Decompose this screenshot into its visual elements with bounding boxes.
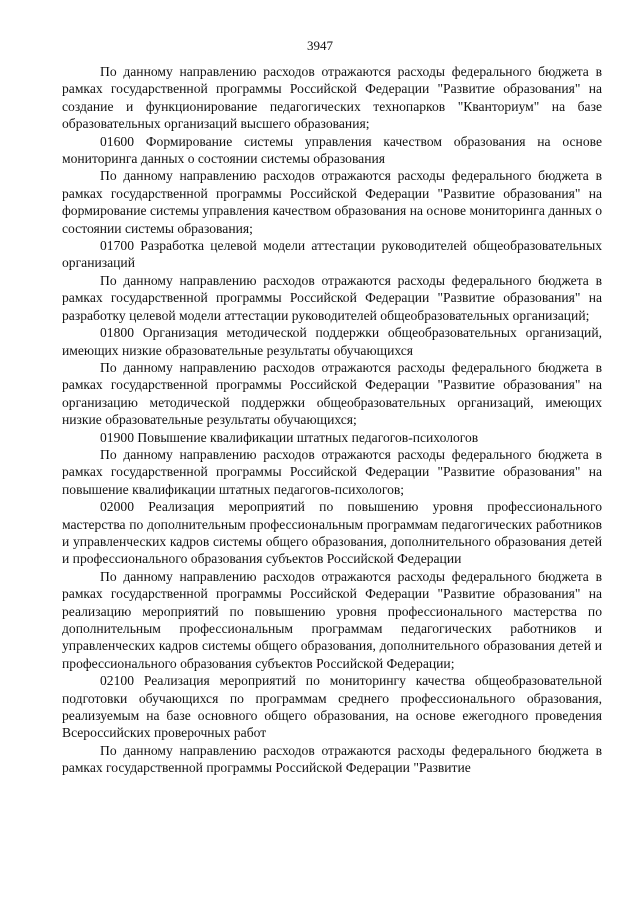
paragraph-4: 01700 Разработка целевой модели аттестации руководителей общеобразовательных организаций bbox=[62, 238, 602, 271]
paragraph-2: 01600 Формирование системы управления качеством образования на основе мониторинга данных о состоянии системы образования bbox=[62, 133, 602, 167]
paragraph-10: 02000 Реализация мероприятий по повышению уровня профессионального мастерства по дополнительным профессиональным программам педагогических работников и управленческих кадров системы общего образования, дополнительного образования детей и профессионального образования субъектов Российской Федерации bbox=[62, 499, 602, 567]
paragraph-1: По данному направлению расходов отражаются расходы федерального бюджета в рамках государственной программы Российской Федерации "Развитие образования" на создание и функционирование педагогических технопарков "Кванториум" на базе образовательных организаций высшего образования; bbox=[62, 64, 602, 132]
paragraph-12: 02100 Реализация мероприятий по мониторингу качества общеобразовательной подготовки обучающихся по программам среднего профессионального образования, реализуемым на базе основного общего образования, на основе ежегодного проведения Всероссийских проверочных работ bbox=[62, 673, 602, 741]
paragraph-3: По данному направлению расходов отражаются расходы федерального бюджета в рамках государственной программы Российской Федерации "Развитие образования" на формирование системы управления качеством образования на основе мониторинга данных о состоянии системы образования; bbox=[62, 168, 602, 236]
paragraph-13: По данному направлению расходов отражаются расходы федерального бюджета в рамках государственной программы Российской Федерации "Развитие bbox=[62, 742, 602, 776]
paragraph-9: По данному направлению расходов отражаются расходы федерального бюджета в рамках государственной программы Российской Федерации "Развитие образования" на повышение квалификации штатных педагогов-психологов; bbox=[62, 446, 602, 497]
document-body bbox=[62, 63, 602, 777]
paragraph-8: 01900 Повышение квалификации штатных педагогов-психологов bbox=[100, 429, 479, 445]
paragraph-7: По данному направлению расходов отражаются расходы федерального бюджета в рамках государственной программы Российской Федерации "Развитие образования" на организацию методической поддержки общеобразовательных организаций, имеющих низкие образовательные результаты обучающихся; bbox=[62, 359, 602, 428]
paragraph-11: По данному направлению расходов отражаются расходы федерального бюджета в рамках государственной программы Российской Федерации "Развитие образования" на реализацию мероприятий по повышению уровня профессионального мастерства по дополнительным профессиональным программам педагогических работников и управленческих кадров системы общего образования, дополнительного образования детей и профессионального образования субъектов Российской Федерации; bbox=[62, 568, 602, 671]
paragraph-6: 01800 Организация методической поддержки общеобразовательных организаций, имеющих низкие образовательные результаты обучающихся bbox=[62, 325, 602, 358]
paragraph-5: По данному направлению расходов отражаются расходы федерального бюджета в рамках государственной программы Российской Федерации "Развитие образования" на разработку целевой модели аттестации руководителей общеобразовательных организаций; bbox=[62, 272, 602, 323]
page-number: 3947 bbox=[307, 38, 333, 53]
